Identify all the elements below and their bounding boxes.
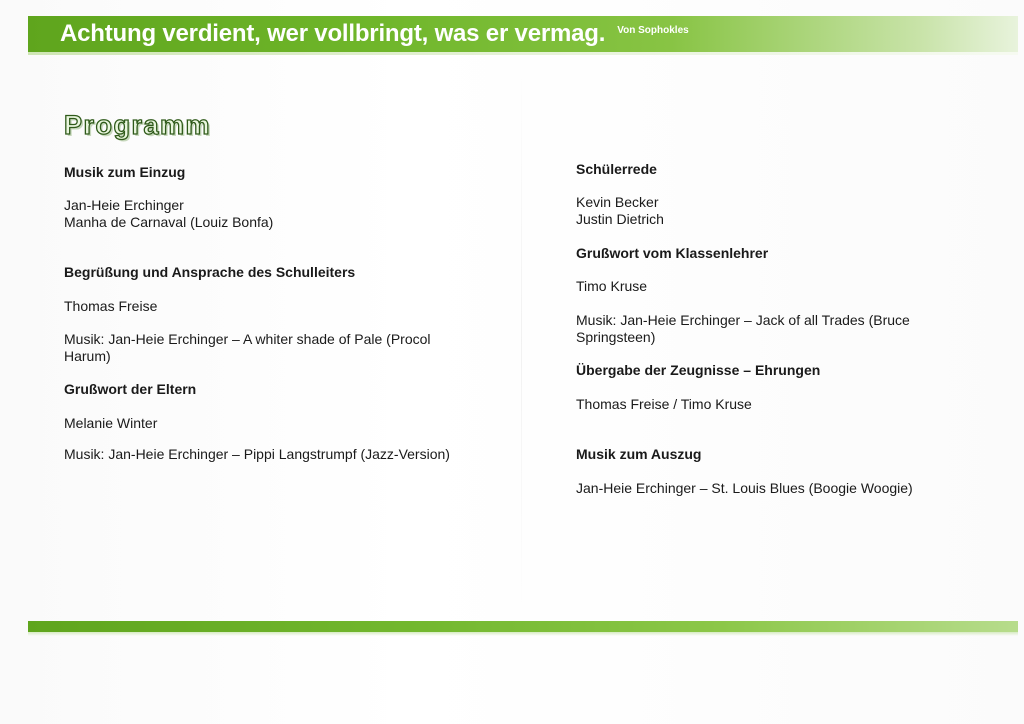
section-heading-einzug: Musik zum Einzug [64, 164, 186, 180]
einzug-performer: Jan-Heie Erchinger [64, 197, 184, 213]
left-column [64, 0, 504, 600]
auszug-piece: Jan-Heie Erchinger – St. Louis Blues (Boogie Woogie) [576, 480, 913, 496]
zeugnisse-speakers: Thomas Freise / Timo Kruse [576, 396, 752, 412]
einzug-piece: Manha de Carnaval (Louiz Bonfa) [64, 214, 274, 230]
right-column [576, 0, 996, 600]
footer-band [28, 621, 1018, 632]
footer-shade [28, 632, 1018, 636]
page-title: Programm [64, 110, 212, 140]
section-heading-klassenlehrer: Grußwort vom Klassenlehrer [576, 245, 769, 261]
klassenlehrer-music-line2: Springsteen) [576, 329, 656, 345]
schuelerrede-speaker-1: Kevin Becker [576, 194, 659, 210]
header-author: Von Sophokles [617, 24, 689, 36]
eltern-speaker: Melanie Winter [64, 415, 158, 431]
klassenlehrer-music-line1: Musik: Jan-Heie Erchinger – Jack of all Trades (Bruce [576, 312, 910, 328]
page-fold [521, 60, 522, 620]
begruessung-music-line1: Musik: Jan-Heie Erchinger – A whiter shade of Pale (Procol [64, 331, 431, 347]
begruessung-music-line2: Harum) [64, 348, 111, 364]
header-quote: Achtung verdient, wer vollbringt, was er vermag. [60, 20, 606, 47]
section-heading-auszug: Musik zum Auszug [576, 446, 702, 462]
klassenlehrer-speaker: Timo Kruse [576, 278, 648, 294]
section-heading-schuelerrede: Schülerrede [576, 161, 657, 177]
section-heading-begruessung: Begrüßung und Ansprache des Schulleiters [64, 264, 356, 280]
section-heading-eltern: Grußwort der Eltern [64, 381, 197, 397]
begruessung-speaker: Thomas Freise [64, 298, 158, 314]
eltern-music: Musik: Jan-Heie Erchinger – Pippi Langstrumpf (Jazz-Version) [64, 446, 450, 462]
schuelerrede-speaker-2: Justin Dietrich [576, 211, 664, 227]
section-heading-zeugnisse: Übergabe der Zeugnisse – Ehrungen [576, 362, 821, 378]
